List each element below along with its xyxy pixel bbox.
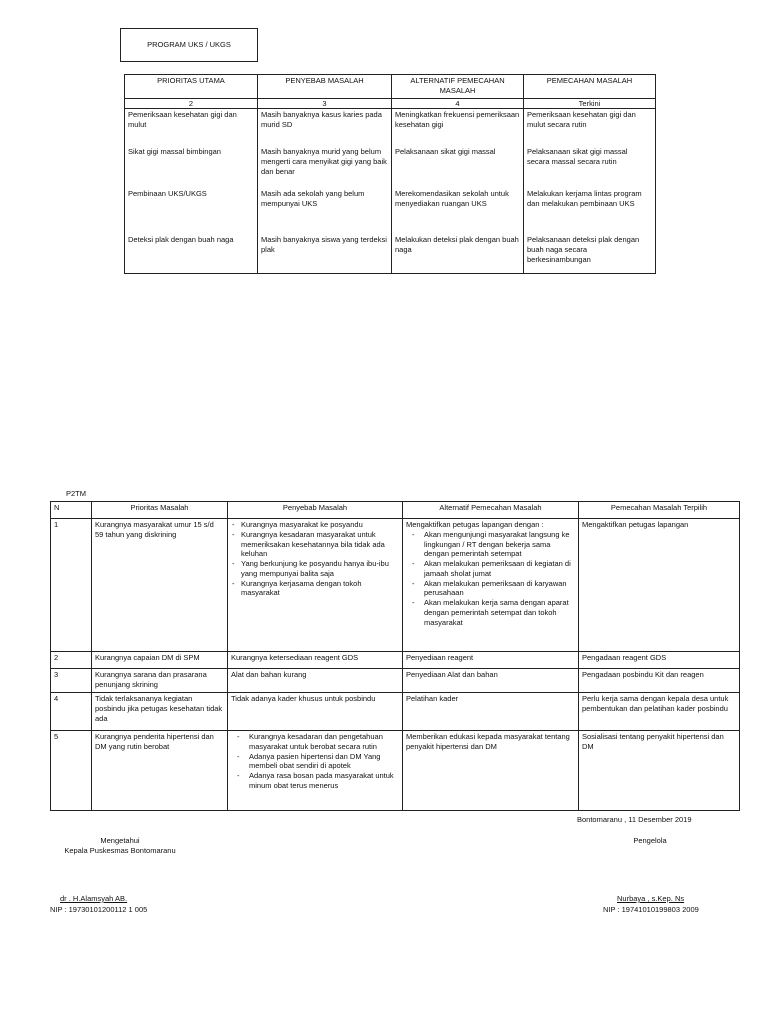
uks-pemecahan-item: Pemeriksaan kesehatan gigi dan mulut secara rutin (527, 110, 636, 129)
table-row (51, 652, 740, 669)
p2tm-header-no: N (51, 502, 92, 519)
table-row (51, 519, 740, 652)
signature-left-block (40, 836, 200, 856)
p2tm-row5-pemecahan: Sosialisasi tentang penyakit hipertensi dan DM (579, 731, 740, 811)
uks-num-4: 4 (392, 99, 524, 109)
uks-prioritas-item: Sikat gigi massal bimbingan (128, 147, 221, 156)
uks-alternatif-item: Pelaksanaan sikat gigi massal (395, 147, 496, 156)
p2tm-row1-alternatif (403, 519, 579, 652)
p2tm-row1-prioritas: Kurangnya masyarakat umur 15 s/d 59 tahun yang diskrining (92, 519, 228, 652)
signature-left-title2: Kepala Puskesmas Bontomaranu (64, 845, 176, 855)
uks-header-pemecahan: PEMECAHAN MASALAH (524, 75, 656, 99)
p2tm-row1-alternatif-intro: Mengaktifkan petugas lapangan dengan : (406, 520, 544, 529)
p2tm-header-penyebab: Penyebab Masalah (228, 502, 403, 519)
uks-penyebab-item: Masih ada sekolah yang belum mempunyai UKS (261, 189, 365, 208)
uks-alternatif-cell (392, 109, 524, 274)
table-row (51, 731, 740, 811)
p2tm-row4-pemecahan: Perlu kerja sama dengan kepala desa untuk pembentukan dan pelatihan kader posbindu (579, 693, 740, 731)
p2tm-row5-no: 5 (51, 731, 92, 811)
uks-header-alternatif: ALTERNATIF PEMECAHAN MASALAH (392, 75, 524, 99)
p2tm-header-prioritas: Prioritas Masalah (92, 502, 228, 519)
list-item: - Akan mengunjungi masyarakat langsung ke lingkungan / RT dengan bekerja sama dengan pemerintah setempat (424, 530, 575, 559)
uks-alternatif-item: Meningkatkan frekuensi pemeriksaan kesehatan gigi (395, 110, 520, 129)
uks-penyebab-cell (258, 109, 392, 274)
list-item: - Kurangnya kesadaran dan pengetahuan masyarakat untuk berobat secara rutin (249, 732, 399, 752)
list-item: - Akan melakukan pemeriksaan di karyawan perusahaan (424, 579, 575, 599)
uks-title-box (120, 28, 258, 62)
uks-penyebab-item: Masih banyaknya siswa yang terdeksi plak (261, 235, 387, 254)
p2tm-row5-penyebab (228, 731, 403, 811)
signature-date: Bontomaranu , 11 Desember 2019 (577, 815, 692, 824)
p2tm-row3-no: 3 (51, 669, 92, 693)
p2tm-header-pemecahan: Pemecahan Masalah Terpilih (579, 502, 740, 519)
p2tm-row5-alternatif: Memberikan edukasi kepada masyarakat tentang penyakit hipertensi dan DM (403, 731, 579, 811)
signature-right-name: Nurbaya , s.Kep. Ns (617, 894, 685, 903)
signature-left-title1: Mengetahui (100, 836, 140, 845)
p2tm-row4-no: 4 (51, 693, 92, 731)
uks-table (124, 74, 656, 274)
uks-num-2: 2 (125, 99, 258, 109)
list-item: - Akan melakukan pemeriksaan di kegiatan di jamaah sholat jumat (424, 559, 575, 579)
p2tm-row1-pemecahan: Mengaktifkan petugas lapangan (579, 519, 740, 652)
list-item: - Kurangnya masyarakat ke posyandu (241, 520, 399, 530)
uks-prioritas-item: Pembinaan UKS/UKGS (128, 189, 207, 198)
uks-title: PROGRAM UKS / UKGS (147, 40, 231, 50)
p2tm-row4-penyebab: Tidak adanya kader khusus untuk posbindu (228, 693, 403, 731)
signature-left-nip: NIP : 19730101200112 1 005 (50, 905, 148, 914)
p2tm-row2-prioritas: Kurangnya capaian DM di SPM (92, 652, 228, 669)
list-item: - Yang berkunjung ke posyandu hanya ibu-ibu yang mempunyai balita saja (241, 559, 399, 579)
signature-right-title: Pengelola (633, 836, 667, 845)
p2tm-row5-prioritas: Kurangnya penderita hipertensi dan DM yang rutin berobat (92, 731, 228, 811)
p2tm-row4-alternatif: Pelatihan kader (403, 693, 579, 731)
list-item: - Kurangnya kerjasama dengan tokoh masyarakat (241, 579, 399, 599)
p2tm-row3-alternatif: Penyediaan Alat dan bahan (403, 669, 579, 693)
uks-body-row (125, 109, 656, 274)
signature-right-nip: NIP : 19741010199803 2009 (603, 905, 699, 914)
uks-pemecahan-item: Melakukan kerjama lintas program dan melakukan pembinaan UKS (527, 189, 642, 208)
uks-penyebab-item: Masih banyaknya murid yang belum mengerti cara menyikat gigi yang baik dan benar (261, 147, 387, 176)
table-row (51, 669, 740, 693)
p2tm-row2-alternatif: Penyediaan reagent (403, 652, 579, 669)
p2tm-row2-pemecahan: Pengadaan reagent GDS (579, 652, 740, 669)
uks-prioritas-item: Deteksi plak dengan buah naga (128, 235, 234, 244)
p2tm-row4-prioritas: Tidak terlaksananya kegiatan posbindu jika petugas kesehatan tidak ada (92, 693, 228, 731)
p2tm-header-alternatif: Alternatif Pemecahan Masalah (403, 502, 579, 519)
p2tm-row2-penyebab: Kurangnya ketersediaan reagent GDS (228, 652, 403, 669)
uks-num-3: 3 (258, 99, 392, 109)
uks-header-penyebab: PENYEBAB MASALAH (258, 75, 392, 99)
list-item: - Adanya rasa bosan pada masyarakat untuk minum obat terus menerus (249, 771, 399, 791)
signature-right-block (590, 836, 710, 846)
p2tm-row3-penyebab: Alat dan bahan kurang (228, 669, 403, 693)
p2tm-row2-no: 2 (51, 652, 92, 669)
p2tm-table (50, 501, 740, 811)
p2tm-row1-no: 1 (51, 519, 92, 652)
p2tm-row3-pemecahan: Pengadaan posbindu Kit dan reagen (579, 669, 740, 693)
list-item: - Adanya pasien hipertensi dan DM Yang membeli obat sendiri di apotek (249, 752, 399, 772)
signature-left-name: dr . H.Alamsyah AB. (60, 894, 128, 903)
uks-pemecahan-item: Pelaksanaan sikat gigi massal secara massal secara rutin (527, 147, 628, 166)
uks-header-prioritas: PRIORITAS UTAMA (125, 75, 258, 99)
p2tm-row1-penyebab (228, 519, 403, 652)
uks-prioritas-cell (125, 109, 258, 274)
uks-number-row (125, 99, 656, 109)
uks-alternatif-item: Melakukan deteksi plak dengan buah naga (395, 235, 519, 254)
p2tm-row3-prioritas: Kurangnya sarana dan prasarana penunjang skrining (92, 669, 228, 693)
uks-alternatif-item: Merekomendasikan sekolah untuk menyediakan ruangan UKS (395, 189, 509, 208)
uks-header-row (125, 75, 656, 99)
list-item: - Kurangnya kesadaran masyarakat untuk memeriksakan kesehatannya bila tidak ada keluhan (241, 530, 399, 559)
uks-penyebab-item: Masih banyaknya kasus karies pada murid SD (261, 110, 382, 129)
uks-pemecahan-cell (524, 109, 656, 274)
list-item: - Akan melakukan kerja sama dengan aparat dengan pemerintah setempat dan tokoh masyarakat (424, 598, 575, 627)
uks-pemecahan-item: Pelaksanaan deteksi plak dengan buah naga secara berkesinambungan (527, 235, 640, 264)
table-row (51, 693, 740, 731)
p2tm-label: P2TM (66, 489, 87, 498)
p2tm-header-row (51, 502, 740, 519)
uks-prioritas-item: Pemeriksaan kesehatan gigi dan mulut (128, 110, 237, 129)
uks-num-terkini: Terkini (524, 99, 656, 109)
